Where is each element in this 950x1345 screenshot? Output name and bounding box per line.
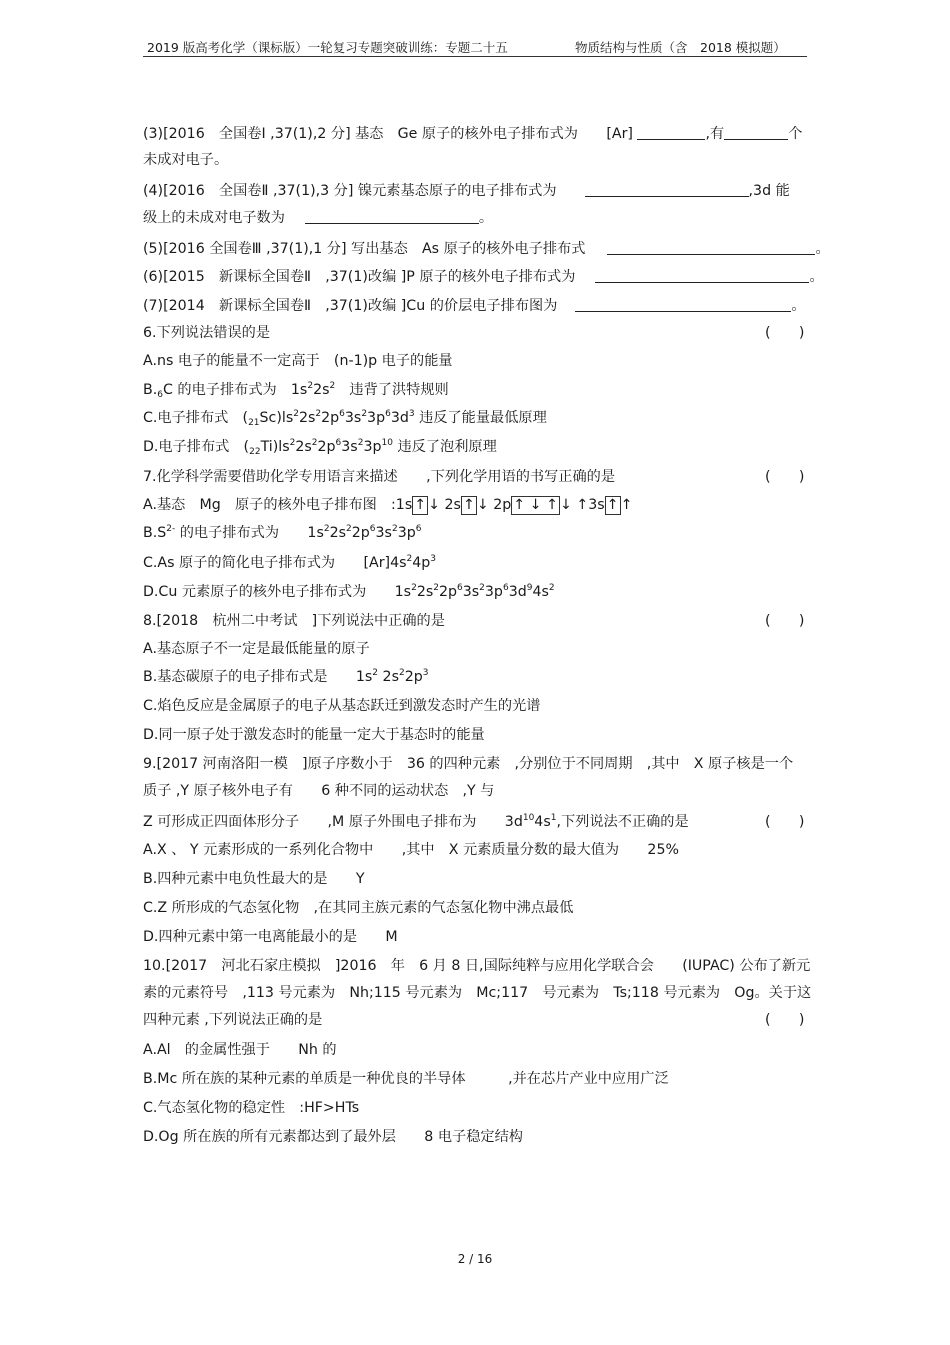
answer-blank[interactable]	[595, 267, 809, 283]
answer-paren[interactable]: ( )	[765, 1012, 805, 1028]
q4-line2: 级上的未成对电子数为 。	[143, 210, 494, 226]
q10-line2: 素的元素符号 ,113 号元素为 Nh;115 号元素为 Mc;117 号元素为 Ts;118 号元素为 Og。关于这	[143, 985, 812, 1001]
q6s-line: (6)[2015 新课标全国卷Ⅱ ,37(1)改编 ]P 原子的核外电子排布式为 。	[143, 269, 824, 285]
q6-option-d: D.电子排布式 $(_{22}Ti)ls^22s^22p^63s^23p^{10}$ 违反了泡利原理	[143, 438, 497, 457]
q6-stem: 6.下列说法错误的是	[143, 325, 271, 341]
q6-option-a: A.ns 电子的能量不一定高于 (n-1)p 电子的能量	[143, 353, 453, 369]
q10-option-d: D.Og 所在族的所有元素都达到了最外层 8 电子稳定结构	[143, 1129, 523, 1145]
q9-option-a: A.X 、 Y 元素形成的一系列化合物中 ,其中 X 元素质量分数的最大值为 25%	[143, 842, 679, 858]
q10-line3: 四种元素 ,下列说法正确的是	[143, 1012, 323, 1028]
orbital-box: ↑	[414, 497, 427, 513]
q6-option-b: $B._6C$ 的电子排布式为 $1s^22s^2$ 违背了洪特规则	[143, 381, 449, 400]
orbital-box: ↑	[606, 497, 619, 513]
q3-line1: (3)[2016 全国卷Ⅰ ,37(1),2 分] 基态 Ge 原子的核外电子排布式为 [Ar] ,有 个	[143, 126, 803, 142]
answer-paren[interactable]: ( )	[765, 613, 805, 629]
q10-option-b: B.Mc 所在族的某种元素的单质是一种优良的半导体 ,并在芯片产业中应用广泛	[143, 1071, 669, 1087]
q9-line2: 质子 ,Y 原子核外电子有 6 种不同的运动状态 ,Y 与	[143, 783, 495, 799]
q5-line: (5)[2016 全国卷Ⅲ ,37(1),1 分] 写出基态 As 原子的核外电子排布式 。	[143, 241, 830, 257]
q4-line1: (4)[2016 全国卷Ⅱ ,37(1),3 分] 镍元素基态原子的电子排布式为 ,3d 能	[143, 183, 790, 199]
answer-paren[interactable]: ( )	[765, 469, 805, 485]
q7-option-a: A.基态 Mg 原子的核外电子排布图 :1s ↑ ↓ 2s ↑ ↓ 2p ↑ ↓ ↑ ↓ ↑3s ↑ ↑	[143, 497, 633, 513]
q9-line3: Z 可形成正四面体形分子 ,M 原子外围电子排布为 $3d^{10}4s^1$,下列说法不正确的是	[143, 813, 689, 830]
answer-blank[interactable]	[637, 124, 705, 140]
header-rule	[143, 56, 807, 57]
header-subtitle: 物质结构与性质（含 2018 模拟题）	[575, 40, 786, 55]
q10-option-a: A.Al 的金属性强于 Nh 的	[143, 1042, 337, 1058]
q7s-line: (7)[2014 新课标全国卷Ⅱ ,37(1)改编 ]Cu 的价层电子排布图为 。	[143, 298, 806, 314]
q9-option-d: D.四种元素中第一电离能最小的是 M	[143, 929, 398, 945]
answer-blank[interactable]	[305, 208, 479, 224]
q3-line2: 未成对电子。	[143, 152, 229, 168]
answer-paren[interactable]: ( )	[765, 325, 805, 341]
page-number: 2 / 16	[457, 1252, 493, 1266]
q10-option-c: C.气态氢化物的稳定性 :HF>HTs	[143, 1100, 360, 1116]
answer-blank[interactable]	[724, 124, 788, 140]
q10-line1: 10.[2017 河北石家庄模拟 ]2016 年 6 月 8 日,国际纯粹与应用化学联合会 (IUPAC) 公布了新元	[143, 958, 811, 974]
answer-blank[interactable]	[607, 239, 815, 255]
orbital-box: ↑	[462, 497, 475, 513]
q7-option-c: C.As 原子的简化电子排布式为 $[Ar]4s^24p^3$	[143, 554, 437, 571]
answer-blank[interactable]	[575, 296, 791, 312]
q9-option-b: B.四种元素中电负性最大的是 Y	[143, 871, 365, 887]
header-title: 2019 版高考化学（课标版）一轮复习专题突破训练：专题二十五	[147, 40, 508, 55]
q7-stem: 7.化学科学需要借助化学专用语言来描述 ,下列化学用语的书写正确的是	[143, 469, 616, 485]
q9-line1: 9.[2017 河南洛阳一模 ]原子序数小于 36 的四种元素 ,分别位于不同周期 ,其中 X 原子核是一个	[143, 756, 794, 772]
q8-option-a: A.基态原子不一定是最低能量的原子	[143, 641, 370, 657]
answer-paren[interactable]: ( )	[765, 814, 805, 830]
q8-option-c: C.焰色反应是金属原子的电子从基态跃迁到激发态时产生的光谱	[143, 698, 541, 714]
q8-option-d: D.同一原子处于激发态时的能量一定大于基态时的能量	[143, 727, 485, 743]
q7-option-d: D.Cu 元素原子的核外电子排布式为 $1s^22s^22p^63s^23p^63d^94s^2$	[143, 583, 555, 600]
orbital-box: ↑ ↓ ↑	[513, 497, 558, 513]
q7-option-b: $B.S^{2-}$ 的电子排布式为 $1s^22s^22p^63s^23p^6$	[143, 524, 422, 541]
q8-option-b: B.基态碳原子的电子排布式是 $1s^2$ $2s^22p^3$	[143, 668, 429, 685]
q6-option-c: C.电子排布式 $(_{21}Sc)ls^22s^22p^63s^23p^63d^3$ 违反了能量最低原理	[143, 409, 547, 428]
q8-stem: 8.[2018 杭州二中考试 ]下列说法中正确的是	[143, 613, 445, 629]
answer-blank[interactable]	[585, 181, 749, 197]
q9-option-c: C.Z 所形成的气态氢化物 ,在其同主族元素的气态氢化物中沸点最低	[143, 900, 574, 916]
